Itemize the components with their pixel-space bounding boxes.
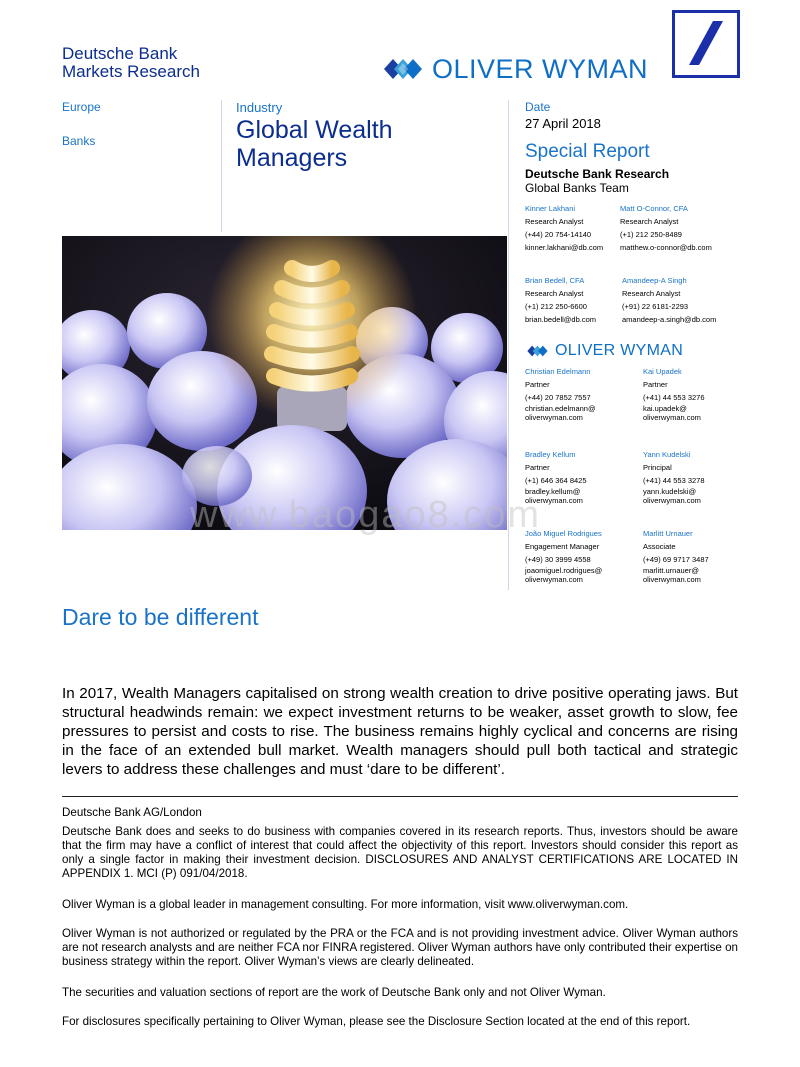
analyst-name[interactable]: Matt O-Connor, CFA (620, 204, 688, 213)
section-rule (62, 796, 738, 797)
partner-name[interactable]: Bradley Kellum (525, 450, 576, 459)
db-name: Deutsche Bank (62, 44, 178, 63)
analyst-name[interactable]: Brian Bedell, CFA (525, 276, 585, 285)
analyst-role: Research Analyst (622, 289, 681, 298)
sector-label: Banks (62, 134, 96, 148)
disclosure-paragraph-2: Oliver Wyman is a global leader in management consulting. For more information, visit www.oliverwyman.com. (62, 898, 629, 911)
analyst-card (620, 202, 735, 254)
headline: Dare to be different (62, 604, 259, 630)
report-title-line1: Global Wealth (236, 116, 393, 144)
disclosure-paragraph-4: The securities and valuation sections of report are the work of Deutsche Bank only and not Oliver Wyman. (62, 986, 606, 999)
analyst-phone: (+1) 212 250-6600 (525, 302, 587, 311)
industry-label: Industry (236, 100, 283, 115)
partner-phone: (+1) 646 364 8425 (525, 476, 587, 485)
partner-role: Partner (525, 380, 550, 389)
analyst-name[interactable]: Amandeep-A Singh (622, 276, 687, 285)
partner-role: Principal (643, 463, 672, 472)
team-name: Global Banks Team (525, 181, 629, 195)
partner-phone: (+41) 44 553 3276 (643, 393, 705, 402)
deutsche-bank-logo-icon (672, 10, 740, 78)
oliver-wyman-logo-text: OLIVER WYMAN (432, 53, 649, 84)
analyst-phone: (+91) 22 6181-2293 (622, 302, 689, 311)
summary-paragraph: In 2017, Wealth Managers capitalised on strong wealth creation to drive positive operating jaws. But structural headwinds remain: we expect investment returns to be weaker, asset growth to slow, fee pressures to persist and costs to rise. The business remains highly cyclical and concerns are rising in the face of an extended bull market. Wealth managers should pull both tactical and strategic levers to address these challenges and must ‘dare to be different’. (62, 685, 738, 778)
partner-email[interactable]: christian.edelmann@ (525, 404, 596, 413)
partner-role: Associate (643, 542, 676, 551)
report-date: 27 April 2018 (525, 116, 601, 131)
analyst-role: Research Analyst (525, 289, 584, 298)
partner-email-domain[interactable]: oliverwyman.com (525, 575, 583, 584)
oliver-wyman-section-text: OLIVER WYMAN (555, 342, 684, 359)
partner-card (643, 365, 738, 422)
partner-name[interactable]: João Miguel Rodrigues (525, 529, 602, 538)
analyst-phone: (+44) 20 754-14140 (525, 230, 592, 239)
partner-email[interactable]: yann.kudelski@ (643, 487, 697, 496)
analyst-role: Research Analyst (525, 217, 584, 226)
analyst-email[interactable]: brian.bedell@db.com (525, 315, 596, 324)
partner-email[interactable]: joaomiguel.rodrigues@ (525, 566, 603, 575)
partner-card (643, 527, 738, 584)
partner-card (643, 448, 738, 505)
analyst-card (525, 202, 620, 254)
oliver-wyman-mark-icon (525, 343, 551, 359)
report-title-line2: Managers (236, 144, 348, 172)
report-title (236, 116, 393, 172)
analyst-card (525, 274, 620, 326)
partner-name[interactable]: Yann Kudelski (643, 450, 691, 459)
partner-email-domain[interactable]: oliverwyman.com (643, 575, 701, 584)
cover-photo-lightbulbs (62, 236, 507, 530)
column-divider (221, 100, 222, 232)
analyst-name[interactable]: Kinner Lakhani (525, 204, 576, 213)
disclosure-paragraph-5: For disclosures specifically pertaining to Oliver Wyman, please see the Disclosure Section located at the end of this report. (62, 1015, 691, 1028)
analyst-role: Research Analyst (620, 217, 679, 226)
partner-phone: (+44) 20 7852 7557 (525, 393, 591, 402)
entity-line: Deutsche Bank AG/London (62, 806, 202, 819)
region-label: Europe (62, 100, 101, 114)
partner-phone: (+49) 69 9717 3487 (643, 555, 709, 564)
partner-email-domain[interactable]: oliverwyman.com (643, 496, 701, 505)
analyst-card (622, 274, 737, 326)
analyst-phone: (+1) 212 250-8489 (620, 230, 682, 239)
partner-email[interactable]: marlitt.urnauer@ (643, 566, 699, 575)
partner-role: Partner (643, 380, 668, 389)
analyst-email[interactable]: amandeep-a.singh@db.com (622, 315, 717, 324)
watermark-text: www.baogao8.com (190, 494, 542, 536)
partner-role: Partner (525, 463, 550, 472)
oliver-wyman-logo (382, 52, 648, 86)
partner-email-domain[interactable]: oliverwyman.com (643, 413, 701, 422)
partner-email[interactable]: bradley.kellum@ (525, 487, 581, 496)
db-division: Markets Research (62, 62, 200, 81)
partner-card (525, 527, 640, 584)
partner-name[interactable]: Christian Edelmann (525, 367, 591, 376)
disclosure-paragraph-3: Oliver Wyman is not authorized or regulated by the PRA or the FCA and is not providing investment advice. Oliver Wyman authors are not research analysts and are neither FCA nor FINRA registered. Oliver Wyman authors have only contributed their expertise on business strategy within the report. Oliver Wyman’s views are clearly delineated. (62, 927, 738, 968)
partner-email[interactable]: kai.upadek@ (643, 404, 687, 413)
partner-phone: (+49) 30 3999 4558 (525, 555, 591, 564)
report-type: Special Report (525, 141, 650, 162)
oliver-wyman-mark-icon (382, 54, 426, 84)
partner-email-domain[interactable]: oliverwyman.com (525, 413, 583, 422)
partner-card (525, 365, 640, 422)
oliver-wyman-section-logo (525, 342, 683, 360)
deutsche-bank-wordmark (62, 45, 200, 81)
partner-role: Engagement Manager (525, 542, 600, 551)
partner-name[interactable]: Marlitt Urnauer (643, 529, 693, 538)
date-label: Date (525, 100, 551, 114)
partner-email-domain[interactable]: oliverwyman.com (525, 496, 583, 505)
partner-card (525, 448, 640, 505)
disclosure-paragraph-1: Deutsche Bank does and seeks to do business with companies covered in its research reports. Thus, investors should be aware that the firm may have a conflict of interest that could affect the objectivity of this report. Investors should consider this report as only a single factor in making their investment decision. DISCLOSURES AND ANALYST CERTIFICATIONS ARE LOCATED IN APPENDIX 1. MCI (P) 091/04/2018. (62, 825, 738, 880)
partner-phone: (+41) 44 553 3278 (643, 476, 705, 485)
analyst-email[interactable]: kinner.lakhani@db.com (525, 243, 604, 252)
team-org: Deutsche Bank Research (525, 167, 670, 181)
analyst-email[interactable]: matthew.o-connor@db.com (620, 243, 712, 252)
partner-name[interactable]: Kai Upadek (643, 367, 682, 376)
